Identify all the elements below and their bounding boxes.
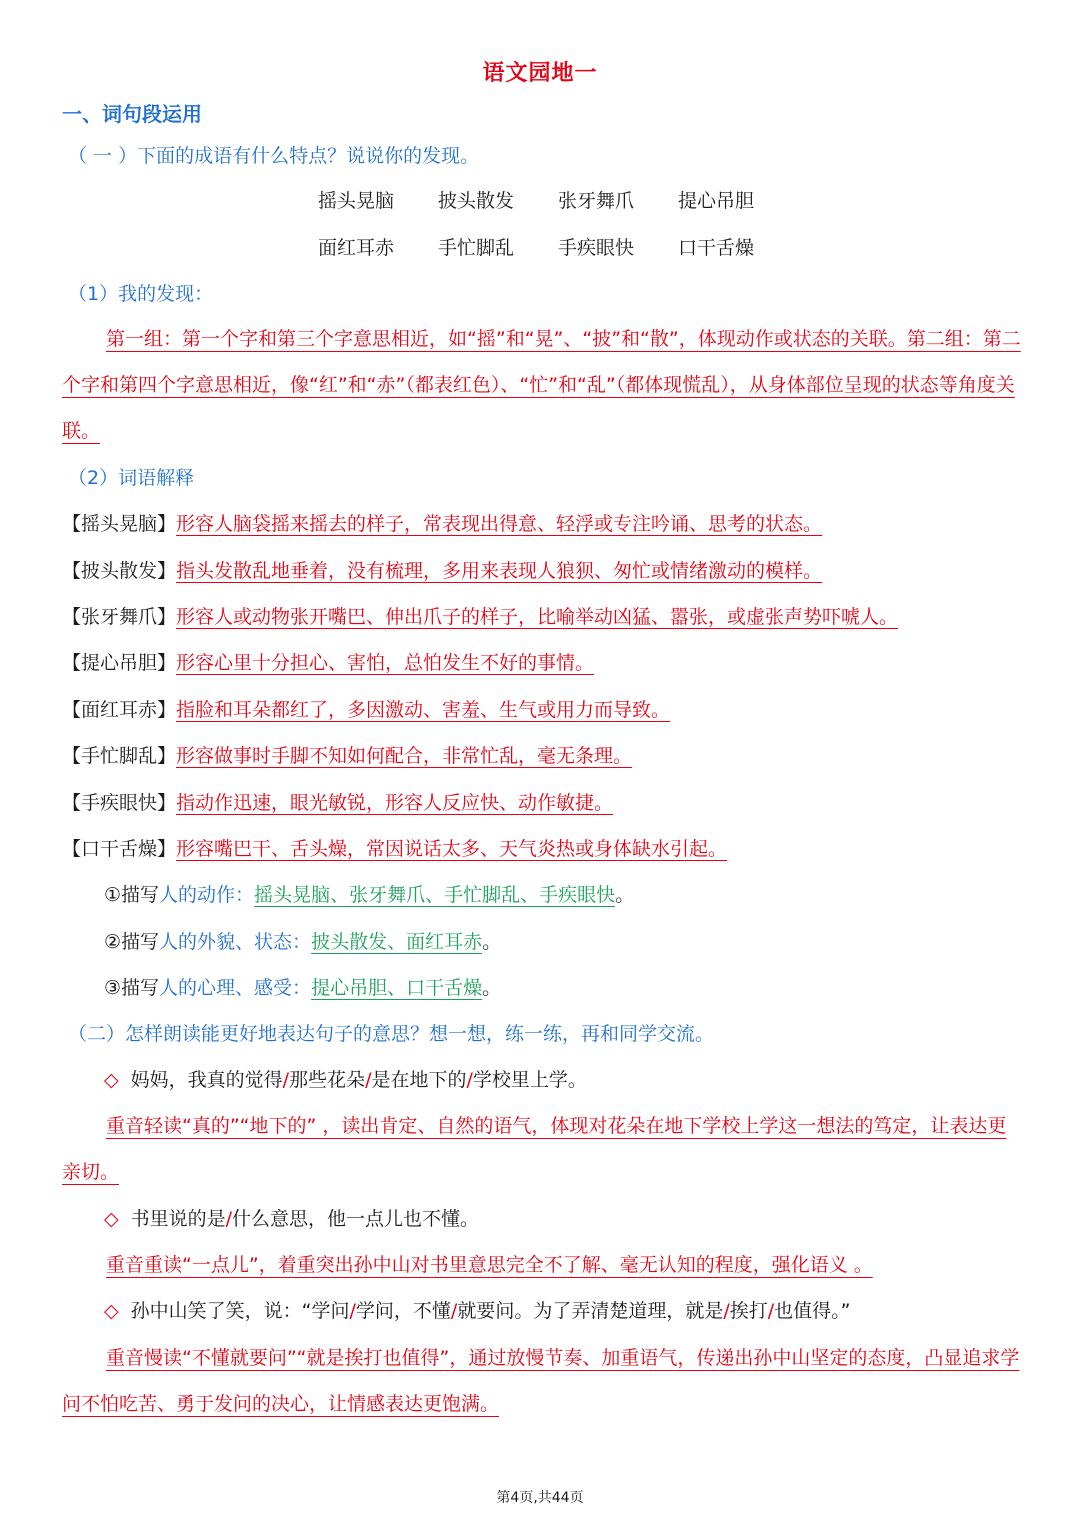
pause-mark: / xyxy=(349,1300,356,1322)
category-prefix: ②描写 xyxy=(104,931,160,953)
category-row xyxy=(104,881,634,909)
category-end: 。 xyxy=(482,931,502,953)
sentence-2 xyxy=(104,1205,479,1233)
sentence-text: 书里说的是 xyxy=(130,1208,226,1230)
answer-1 xyxy=(62,1103,1022,1195)
pause-mark: / xyxy=(723,1300,730,1322)
pause-mark: / xyxy=(466,1069,473,1091)
answer-3-text: 重音慢读“不懂就要问”“就是挨打也值得”，通过放慢节奏、加重语气，传递出孙中山坚定的态度，凸显追求学问不怕吃苦、勇于发问的决心，让情感表达更饱满。 xyxy=(62,1347,1020,1415)
definition-meaning: 指动作迅速，眼光敏锐，形容人反应快、动作敏捷。 xyxy=(176,792,614,814)
idiom: 摇头晃脑 xyxy=(318,190,395,212)
discovery-label: （1）我的发现： xyxy=(68,283,214,305)
definition-row xyxy=(62,649,594,677)
page-number: 第4页,共44页 xyxy=(496,1490,584,1506)
sentence-text: 孙中山笑了笑，说：“学问 xyxy=(130,1300,350,1322)
category-end: 。 xyxy=(482,977,502,999)
sentence-text: 什么意思，他一点儿也不懂。 xyxy=(232,1208,480,1230)
definition-term: 【面红耳赤】 xyxy=(62,699,177,721)
category-answer: 摇头晃脑、张牙舞爪、手忙脚乱、手疾眼快 xyxy=(254,884,616,906)
definition-meaning: 形容人脑袋摇来摇去的样子，常表现出得意、轻浮或专注吟诵、思考的状态。 xyxy=(176,513,823,535)
category-answer: 披头散发、面红耳赤 xyxy=(311,931,483,953)
answer-3 xyxy=(62,1335,1022,1427)
definition-term: 【口干舌燥】 xyxy=(62,838,177,860)
definition-row xyxy=(62,603,898,631)
idiom: 手疾眼快 xyxy=(558,237,635,259)
answer-1-text: 重音轻读“真的”“地下的” ，读出肯定、自然的语气，体现对花朵在地下学校上学这一想法的笃定，让表达更亲切。 xyxy=(62,1115,1007,1183)
category-prefix: ①描写 xyxy=(104,884,160,906)
category-end: 。 xyxy=(615,884,635,906)
idiom: 披头散发 xyxy=(438,190,515,212)
definition-meaning: 形容心里十分担心、害怕，总怕发生不好的事情。 xyxy=(176,652,595,674)
pause-mark: / xyxy=(365,1069,372,1091)
sentence-text: 挨打 xyxy=(729,1300,768,1322)
definition-row xyxy=(62,510,822,538)
category-label: 人的动作： xyxy=(159,884,255,906)
pause-mark: / xyxy=(282,1069,290,1091)
part1-question: （ 一 ）下面的成语有什么特点？说说你的发现。 xyxy=(68,145,480,167)
answer-2-text: 重音重读“一点儿”，着重突出孙中山对书里意思完全不了解、毫无认知的程度，强化语义 。 xyxy=(106,1254,873,1276)
definition-term: 【提心吊胆】 xyxy=(62,652,177,674)
definition-meaning: 形容做事时手脚不知如何配合，非常忙乱，毫无条理。 xyxy=(176,745,633,767)
diamond-icon: ◇ xyxy=(104,1208,119,1230)
definition-meaning: 指头发散乱地垂着，没有梳理，多用来表现人狼狈、匆忙或情绪激动的模样。 xyxy=(176,560,823,582)
pause-mark: / xyxy=(450,1300,458,1322)
category-label: 人的心理、感受： xyxy=(159,977,312,999)
idiom: 面红耳赤 xyxy=(318,237,395,259)
discovery-text: 第一组：第一个字和第三个字意思相近，如“摇”和“晃”、“披”和“散”，体现动作或状态的关联。第二组：第二个字和第四个字意思相近，像“红”和“赤”（都表红色）、“忙”和“乱”（都体现慌乱），从身体部位呈现的状态等角度关联。 xyxy=(62,328,1021,442)
definition-meaning: 指脸和耳朵都红了，多因激动、害羞、生气或用力而导致。 xyxy=(176,699,671,721)
idioms-row-1 xyxy=(318,186,798,213)
definition-row xyxy=(62,742,632,770)
idiom: 手忙脚乱 xyxy=(438,237,515,259)
answer-2 xyxy=(62,1242,1022,1288)
pause-mark: / xyxy=(225,1208,233,1230)
definition-term: 【张牙舞爪】 xyxy=(62,606,177,628)
idiom: 口干舌燥 xyxy=(678,237,755,259)
definition-row xyxy=(62,789,613,817)
definition-meaning: 形容嘴巴干、舌头燥，常因说话太多、天气炎热或身体缺水引起。 xyxy=(176,838,728,860)
definition-row xyxy=(62,835,727,863)
sentence-text: 那些花朵 xyxy=(289,1069,366,1091)
page-title: 语文园地一 xyxy=(482,61,598,86)
sentence-1 xyxy=(104,1066,587,1094)
sentence-text: 是在地下的 xyxy=(371,1069,467,1091)
sentence-text: 学校里上学。 xyxy=(472,1069,587,1091)
sentence-text: 妈妈，我真的觉得 xyxy=(130,1069,283,1091)
idiom: 提心吊胆 xyxy=(678,190,755,212)
definition-row xyxy=(62,696,670,724)
definition-meaning: 形容人或动物张开嘴巴、伸出爪子的样子，比喻举动凶猛、嚣张，或虚张声势吓唬人。 xyxy=(176,606,899,628)
discovery-answer xyxy=(62,316,1022,454)
definition-term: 【摇头晃脑】 xyxy=(62,513,177,535)
definition-term: 【披头散发】 xyxy=(62,560,177,582)
idioms-row-2 xyxy=(318,233,798,260)
category-answer: 提心吊胆、口干舌燥 xyxy=(311,977,483,999)
section-heading: 一、词句段运用 xyxy=(62,102,202,126)
idiom: 张牙舞爪 xyxy=(558,190,635,212)
definition-term: 【手疾眼快】 xyxy=(62,792,177,814)
diamond-icon: ◇ xyxy=(104,1069,119,1091)
sentence-text: 学问，不懂 xyxy=(355,1300,451,1322)
explain-label: （2）词语解释 xyxy=(68,467,195,489)
sentence-text: 也值得。” xyxy=(774,1300,851,1322)
pause-mark: / xyxy=(767,1300,775,1322)
definition-row xyxy=(62,557,822,585)
category-row xyxy=(104,928,501,956)
sentence-3 xyxy=(104,1297,851,1325)
sentence-text: 就要问。为了弄清楚道理，就是 xyxy=(457,1300,724,1322)
diamond-icon: ◇ xyxy=(104,1300,119,1322)
category-label: 人的外貌、状态： xyxy=(159,931,312,953)
category-row xyxy=(104,974,501,1002)
category-prefix: ③描写 xyxy=(104,977,160,999)
definition-term: 【手忙脚乱】 xyxy=(62,745,177,767)
part2-question: （二）怎样朗读能更好地表达句子的意思？想一想，练一练，再和同学交流。 xyxy=(68,1023,715,1045)
